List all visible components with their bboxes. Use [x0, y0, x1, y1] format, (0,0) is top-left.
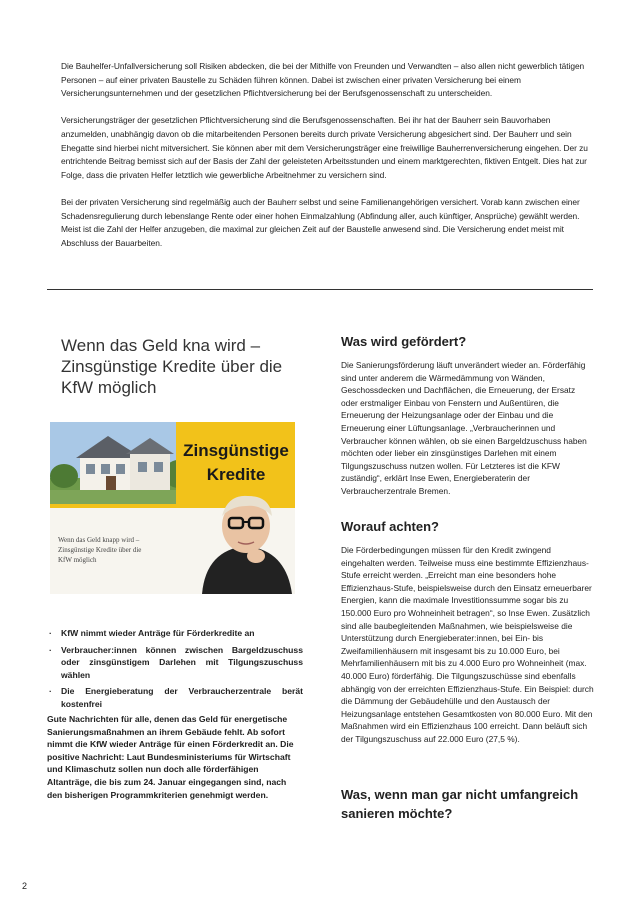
- section-heading: Was wird gefördert?: [341, 334, 467, 349]
- list-item: [48, 627, 303, 640]
- list-item: [48, 685, 303, 710]
- list-item: [48, 644, 303, 682]
- section-worauf-achten: [341, 518, 594, 746]
- banner-title-2: Kredite: [206, 465, 266, 484]
- section-text: Die Sanierungsförderung läuft unverändert wieder an. Förderfähig sind unter anderem die Wärmedämmung von Wänden, Geschossdecken und Dachflächen, die Erneuerung, der Ersatz oder erstmaliger Einbau von Fenstern und Außentüren, die Erneuerung der Heizungsanlage oder der Einbau und die Erneuerung einer Lüftungsanlage. „Verbraucherinnen und Verbraucher können wählen, ob sie einen Bargeldzuschuss haben möchten oder lieber ein zinsgünstiges Darlehen mit einem Tilgungszuschuss nutzen wollen. Für Letzteres ist die KFW zuständig“, erklärt Inse Ewen, Energieberaterin der Verbraucherzentrale Bremen.: [341, 360, 587, 496]
- banner-title-1: Zinsgünstige: [183, 441, 289, 460]
- section-heading: Was, wenn man gar nicht umfangreich sanieren möchte?: [341, 787, 579, 821]
- intro-section: [61, 60, 594, 264]
- banner-caption-2: Zinsgünstige Kredite über die: [58, 546, 142, 554]
- divider: [47, 289, 593, 290]
- section-text: Die Förderbedingungen müssen für den Kredit zwingend eingehalten werden. Teilweise muss eine bestimmte Effizienzhaus-Stufe erreicht werden. „Erreicht man eine besonders hohe Effizienzhaus-Stufe, beispielsweise durch den Einsatz erneuerbarer Energien, kann die maximale Investitionssumme sogar bis zu 150.000 Euro pro Wohneinheit betragen“, so Inse Ewen. Zusätzlich sind alle baubegleitenden Maßnahmen, wie beispielsweise die Unterstützung durch Energieberater:innen, bei Ein- bis Zweifamilienhäusern mit insgesamt bis zu 10.000 Euro, bei Mehrfamilienhäusern mit bis zu 4.000 Euro pro Wohneinheit (max. 40.000 Euro) förderfähig. Die Tilgungszuschüsse sind ebenfalls abhängig von der erreichten Effizienzhaus-Stufe. Ein Beispiel: durch die Dämmung der Gebäudehülle und den Austausch der Heizungsanlage entstehen Gesamtkosten von 80.000 Euro. Mit den Maßnahmen wird ein Effizienzhaus 100 erreicht. Dann beläuft sich der Tilgungszuschuss auf 22.000 Euro (27,5 %).: [341, 545, 594, 744]
- bullet-symbol: ·: [49, 628, 52, 638]
- section-was-wird-gefoerdert: [341, 333, 594, 498]
- banner-caption-1: Wenn das Geld knapp wird –: [58, 536, 140, 544]
- bullet-text: Verbraucher:innen können zwischen Bargeldzuschuss oder zinsgünstigem Darlehen mit Tilgungszuschuss wählen: [61, 644, 303, 680]
- banner-caption-3: KfW möglich: [58, 556, 97, 564]
- paragraph-bauhelfer: Die Bauhelfer-Unfallversicherung soll Risiken abdecken, die bei der Mithilfe von Freunden und Verwandten – also allen nicht gewerblich tätigen Personen – auf einer privaten Baustelle zu Schäden führen können. Dabei ist zwischen einer privaten Versicherung bei einem Versicherungsunternehmen und der gesetzlichen Pflichtversicherung bei der Berufsgenossenschaft zu unterscheiden.: [61, 61, 585, 99]
- bullet-symbol: ·: [49, 686, 52, 697]
- section-heading: Worauf achten?: [341, 519, 439, 534]
- article-heading: Wenn das Geld kna wird – Zinsgünstige Kredite über die KfW möglich: [61, 336, 283, 397]
- bullet-text: KfW nimmt wieder Anträge für Förderkredite an: [61, 628, 255, 638]
- section-nicht-umfangreich: [341, 785, 594, 823]
- article-banner-image: [46, 418, 299, 596]
- bullet-list: [48, 627, 303, 715]
- paragraph-pflichtversicherung: Versicherungsträger der gesetzlichen Pflichtversicherung sind die Berufsgenossenschaften. Bei ihr hat der Bauherr sein Bauvorhaben anzumelden, unabhängig davon ob die mitarbeitenden Personen bereits durch private Versicherung abgesichert sind. Der Bauherr und sein Ehegatte sind hierbei nicht mitversichert. Sie können aber mit dem Versicherungsträger eine freiwillige Bauherrenversicherung eingehen. Der zu entrichtende Beitrag bemisst sich auf der Basis der Zahl der geleisteten Arbeitsstunden und einem marktgerechten, fiktiven Entgelt. Dies hat zur Folge, dass die privaten Helfer letztlich wie gewerbliche Arbeitnehmer zu versichern sind.: [61, 115, 588, 180]
- bullet-symbol: ·: [49, 644, 52, 655]
- bullet-text: Die Energieberatung der Verbraucherzentrale berät kostenfrei: [61, 686, 303, 709]
- paragraph-private-versicherung: Bei der privaten Versicherung sind regelmäßig auch der Bauherr selbst und seine Familienangehörigen versichert. Vorab kann zwischen einer Schadensregulierung durch lebenslange Rente oder einer hohen Einmalzahlung (Abfindung aller, auch künftiger, Ansprüche) gewählt werden. Meist ist die Zahl der Helfer anzugeben, die maximal zur gleichen Zeit auf der Baustelle anwesend sind. Die Versicherung endet meist mit Abschluss der Bauarbeiten.: [61, 196, 580, 248]
- article-lead-paragraph: Gute Nachrichten für alle, denen das Geld für energetische Sanierungsmaßnahmen an ihrem Gebäude fehlt. Ab sofort nimmt die KfW wieder Anträge für einen Förderkredit an. Die positive Nachricht: Laut Bundesministeriums für Wirtschaft und Klimaschutz sollen nun doch alle förderfähigen Altanträge, die bis zum 24. Januar eingegangen sind, nach den bisherigen Programmkriterien genehmigt werden.: [47, 714, 294, 800]
- page-number: 2: [22, 881, 28, 891]
